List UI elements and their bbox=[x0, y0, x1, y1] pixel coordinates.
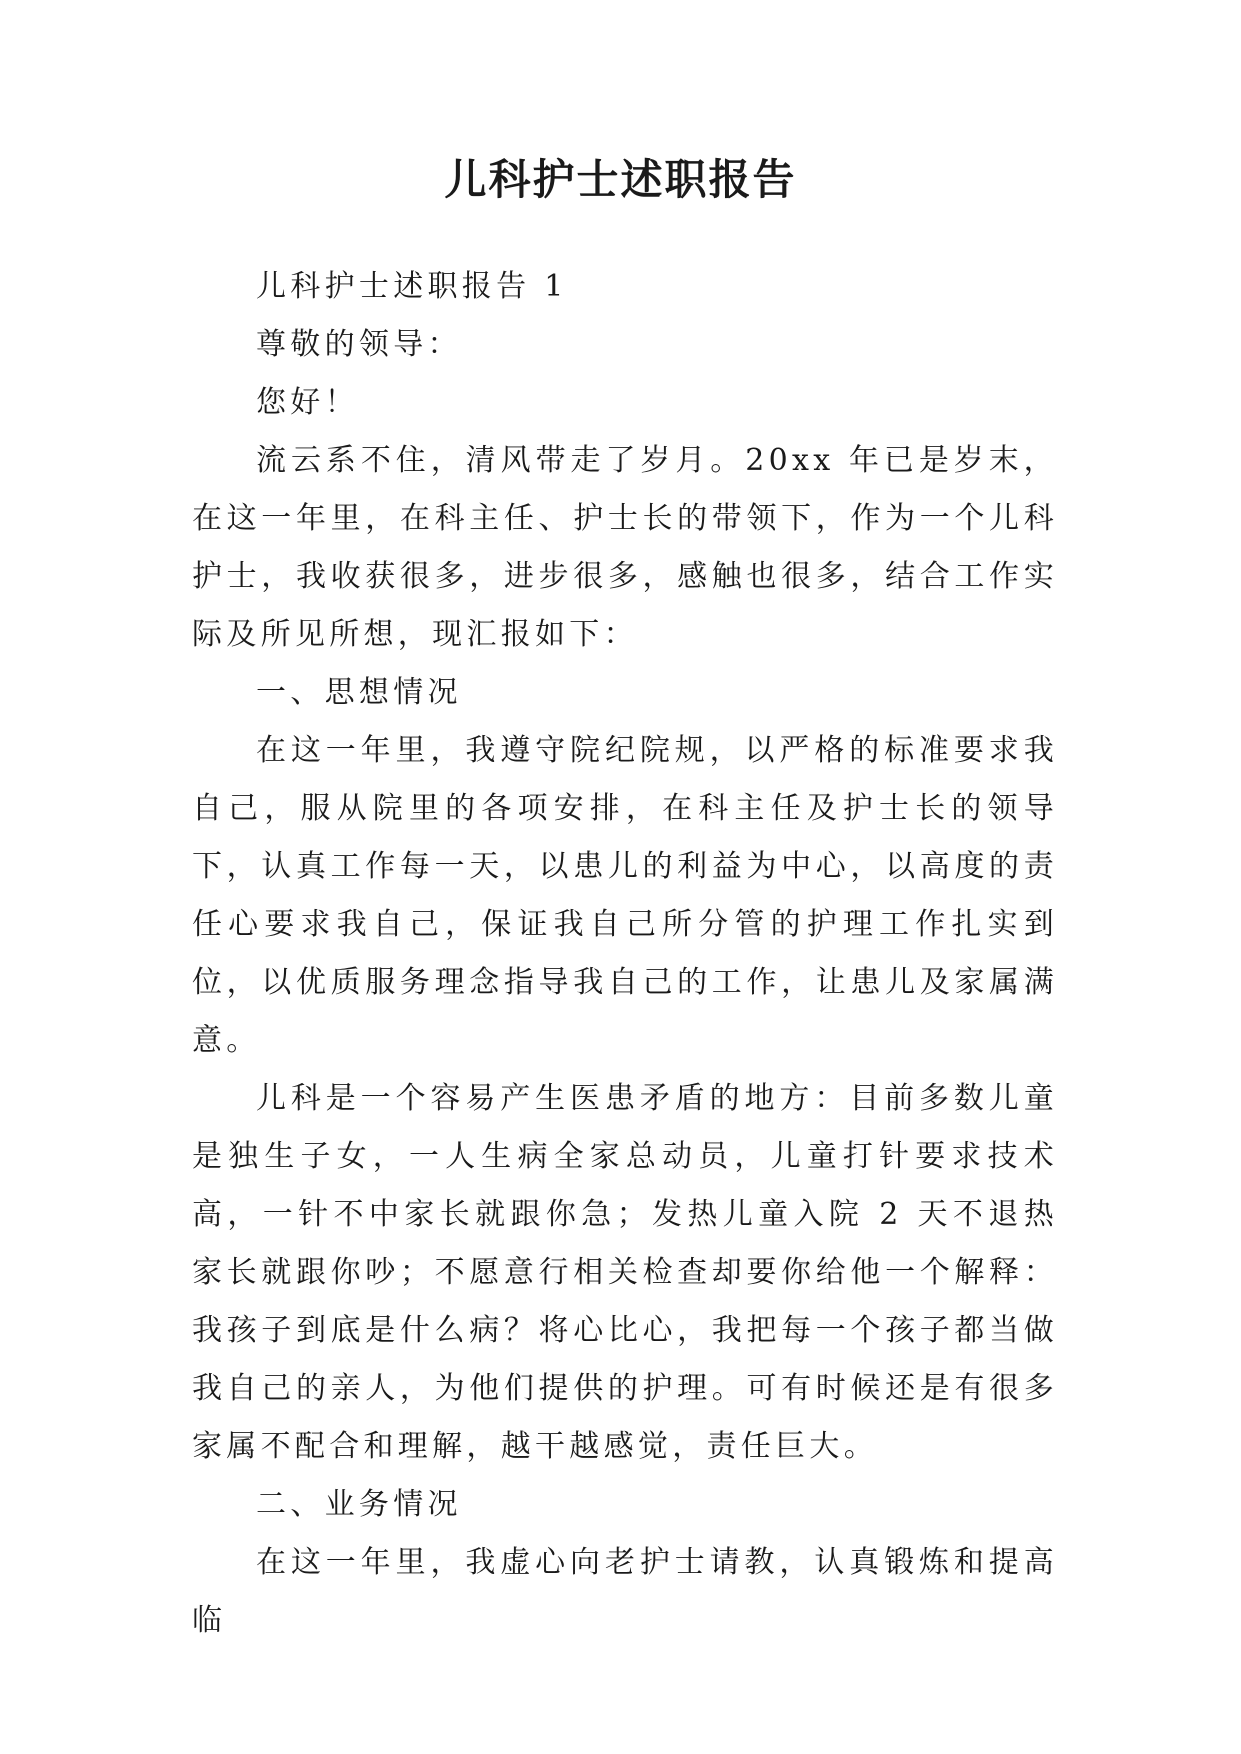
paragraph-business: 在这一年里，我虚心向老护士请教，认真锻炼和提高临 bbox=[192, 1545, 1058, 1638]
section-heading-business: 二、业务情况 bbox=[256, 1487, 462, 1522]
paragraph-thoughts: 在这一年里，我遵守院纪院规，以严格的标准要求我自己，服从院里的各项安排，在科主任及护士长的领导下，认真工作每一天，以患儿的利益为中心，以高度的责任心要求我自己，保证我自己所分管的护理工作扎实到位，以优质服务理念指导我自己的工作，让患儿及家属满意。 bbox=[192, 733, 1058, 1058]
greeting: 您好！ bbox=[256, 385, 359, 420]
paragraph-intro: 流云系不住，清风带走了岁月。20xx 年已是岁末，在这一年里，在科主任、护士长的带领下，作为一个儿科护士，我收获很多，进步很多，感触也很多，结合工作实际及所见所想，现汇报如下： bbox=[192, 443, 1058, 652]
document-title: 儿科护士述职报告 bbox=[444, 155, 797, 204]
section-heading-thoughts: 一、思想情况 bbox=[256, 675, 462, 710]
report-heading: 儿科护士述职报告 1 bbox=[256, 269, 568, 304]
document-body bbox=[192, 258, 1058, 1650]
salutation: 尊敬的领导： bbox=[256, 327, 462, 362]
paragraph-pediatrics: 儿科是一个容易产生医患矛盾的地方：目前多数儿童是独生子女，一人生病全家总动员，儿童打针要求技术高，一针不中家长就跟你急；发热儿童入院 2 天不退热家长就跟你吵；不愿意行相关检查却要你给他一个解释：我孩子到底是什么病？将心比心，我把每一个孩子都当做我自己的亲人，为他们提供的护理。可有时候还是有很多家属不配合和理解，越干越感觉，责任巨大。 bbox=[192, 1081, 1058, 1464]
